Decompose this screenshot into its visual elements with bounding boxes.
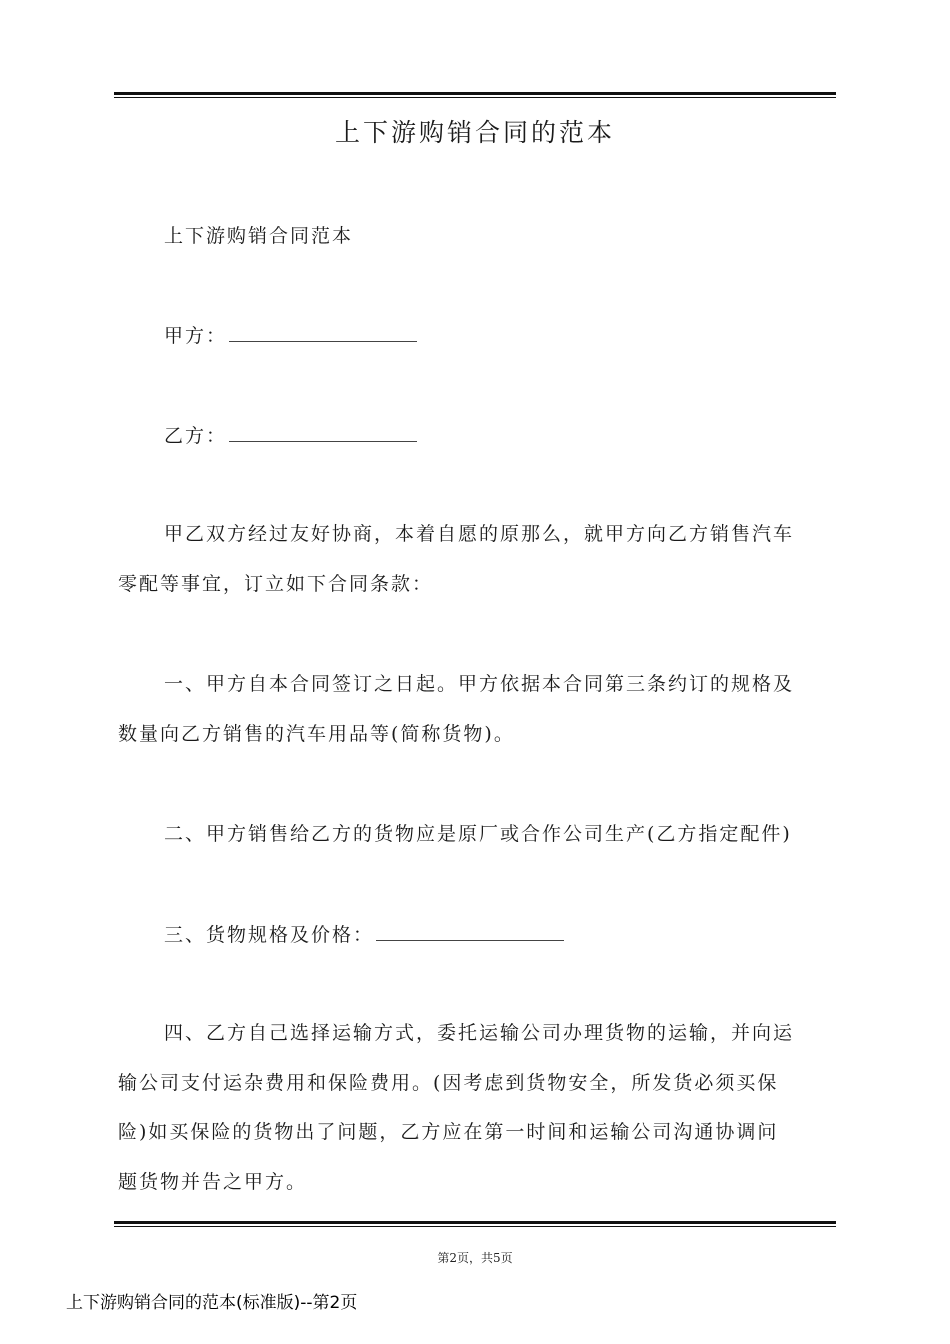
party-b-line: [164, 423, 417, 448]
party-a-line: [164, 323, 417, 348]
clause-1-line-1: 一、甲方自本合同签订之日起。甲方依据本合同第三条约订的规格及: [164, 673, 795, 695]
footer-caption: 上下游购销合同的范本(标准版)--第2页: [66, 1293, 358, 1313]
page-number: 第2页，共5页: [437, 1251, 513, 1265]
party-b-label: 乙方：: [164, 425, 228, 447]
clause-3-label: 三、货物规格及价格：: [164, 924, 375, 946]
party-a-blank: [229, 323, 417, 342]
document-title: 上下游购销合同的范本: [334, 118, 615, 147]
clause-4-line-1: 四、乙方自己选择运输方式，委托运输公司办理货物的运输，并向运: [164, 1022, 795, 1044]
footer-rule: [114, 1221, 836, 1227]
clause-4-line-2: 输公司支付运杂费用和保险费用。(因考虑到货物安全，所发货必须买保: [118, 1072, 779, 1094]
party-b-blank: [229, 423, 417, 442]
clause-4-line-3: 险)如买保险的货物出了问题，乙方应在第一时间和运输公司沟通协调问: [118, 1121, 779, 1143]
clause-3-line: [164, 922, 564, 947]
party-a-label: 甲方：: [164, 325, 228, 347]
clause-2: 二、甲方销售给乙方的货物应是原厂或合作公司生产(乙方指定配件): [164, 823, 792, 845]
preamble-line-2: 零配等事宜，订立如下合同条款：: [118, 573, 434, 595]
clause-4-line-4: 题货物并告之甲方。: [118, 1171, 308, 1193]
preamble-line-1: 甲乙双方经过友好协商，本着自愿的原那么，就甲方向乙方销售汽车: [164, 523, 795, 545]
clause-1-line-2: 数量向乙方销售的汽车用品等(简称货物)。: [118, 723, 515, 745]
clause-3-blank: [376, 922, 564, 941]
contract-subtitle: 上下游购销合同范本: [164, 225, 354, 247]
header-rule: [114, 92, 836, 98]
